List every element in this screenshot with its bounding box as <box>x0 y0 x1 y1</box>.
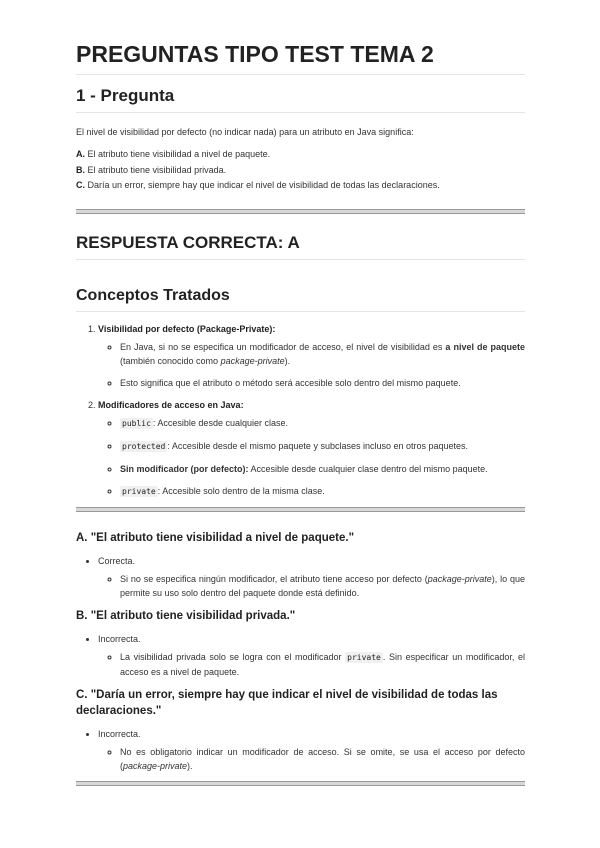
concept-item <box>98 398 525 499</box>
explanation-c-list <box>76 727 525 773</box>
text-run: . Sin especificar un modificador, el acceso es a nivel de paquete. <box>120 651 525 677</box>
explanation-a-title: A. "El atributo tiene visibilidad a nivel de paquete." <box>76 531 355 544</box>
modifier-default <box>120 462 525 476</box>
answer-options <box>76 147 525 194</box>
question-text: El nivel de visibilidad por defecto (no indicar nada) para un atributo en Java significa: <box>76 127 414 137</box>
option-text: El atributo tiene visibilidad privada. <box>87 164 227 175</box>
text-run: La visibilidad privada solo se logra con el modificador <box>120 651 346 662</box>
explanation-detail <box>120 572 525 600</box>
italic-text: package-private <box>123 760 188 771</box>
text-run: ). <box>284 355 291 366</box>
option-b <box>76 163 525 179</box>
verdict <box>98 727 525 773</box>
concept-heading: Visibilidad por defecto (Package-Private): <box>98 323 276 334</box>
horizontal-rule <box>76 209 525 214</box>
question-title: 1 - Pregunta <box>76 85 525 113</box>
concept-detail <box>120 376 525 390</box>
concept-detail <box>120 340 525 368</box>
verdict-text: Correcta. <box>98 555 136 566</box>
bold-text: a nivel de paquete <box>445 341 525 352</box>
text-run: : Accesible desde el mismo paquete y subclases incluso en otros paquetes. <box>167 440 469 451</box>
modifier-private <box>120 484 525 499</box>
italic-text: package-private <box>220 355 285 366</box>
option-letter: C. <box>76 180 85 190</box>
document <box>76 0 525 786</box>
text-run: : Accesible desde cualquier clase. <box>152 417 288 428</box>
concepts-heading: Conceptos Tratados <box>76 286 525 312</box>
horizontal-rule <box>76 781 525 786</box>
explanation-detail-list <box>98 650 525 679</box>
option-letter: B. <box>76 164 85 175</box>
bold-text: Sin modificador (por defecto): <box>120 463 249 474</box>
text-run: Esto significa que el atributo o método será accesible solo dentro del mismo paquete. <box>120 377 461 388</box>
correct-answer-heading: RESPUESTA CORRECTA: A <box>76 232 525 260</box>
explanation-b-list <box>76 632 525 679</box>
verdict-text: Incorrecta. <box>98 633 141 644</box>
explanation-a-list <box>76 554 525 600</box>
code-private: private <box>122 486 156 496</box>
text-run: ). <box>187 760 193 771</box>
modifiers-list <box>98 416 525 499</box>
text-run: ), lo que permite su uso solo dentro del paquete donde está definido. <box>120 573 525 598</box>
code-public: public <box>122 418 151 428</box>
concept-heading: Modificadores de acceso en Java: <box>98 399 244 410</box>
verdict <box>98 554 525 600</box>
verdict-text: Incorrecta. <box>98 728 141 739</box>
explanation-detail <box>120 745 525 773</box>
text-run: No es obligatorio indicar un modificador de acceso. Si se omite, se usa el acceso por defecto ( <box>120 746 525 771</box>
explanation-c-title: C. "Daría un error, siempre hay que indicar el nivel de visibilidad de todas las declaraciones." <box>76 688 498 717</box>
code-protected: protected <box>122 441 166 451</box>
text-run: En Java, si no se especifica un modificador de acceso, el nivel de visibilidad es <box>120 341 446 352</box>
concepts-list <box>76 322 525 499</box>
option-letter: A. <box>76 149 85 159</box>
concept-item <box>98 322 525 390</box>
option-text: Daría un error, siempre hay que indicar el nivel de visibilidad de todas las declaraciones. <box>87 180 440 190</box>
horizontal-rule <box>76 507 525 512</box>
option-text: El atributo tiene visibilidad a nivel de paquete. <box>87 149 271 159</box>
code-private: private <box>347 652 381 662</box>
verdict <box>98 632 525 679</box>
explanation-detail-list <box>98 572 525 600</box>
option-c <box>76 178 525 194</box>
concept-sublist <box>98 340 525 390</box>
explanation-detail <box>120 650 525 679</box>
modifier-public <box>120 416 525 431</box>
italic-text: package-private <box>427 573 492 584</box>
text-run: Accesible desde cualquier clase dentro del mismo paquete. <box>248 463 488 474</box>
option-a <box>76 147 525 163</box>
explanation-detail-list <box>98 745 525 773</box>
text-run: Si no se especifica ningún modificador, el atributo tiene acceso por defecto ( <box>120 573 428 584</box>
modifier-protected <box>120 439 525 454</box>
text-run: : Accesible solo dentro de la misma clase. <box>157 485 325 496</box>
document-title: PREGUNTAS TIPO TEST TEMA 2 <box>76 0 525 75</box>
text-run: (también conocido como <box>120 355 221 366</box>
explanation-b-title: B. "El atributo tiene visibilidad privada." <box>76 609 296 622</box>
